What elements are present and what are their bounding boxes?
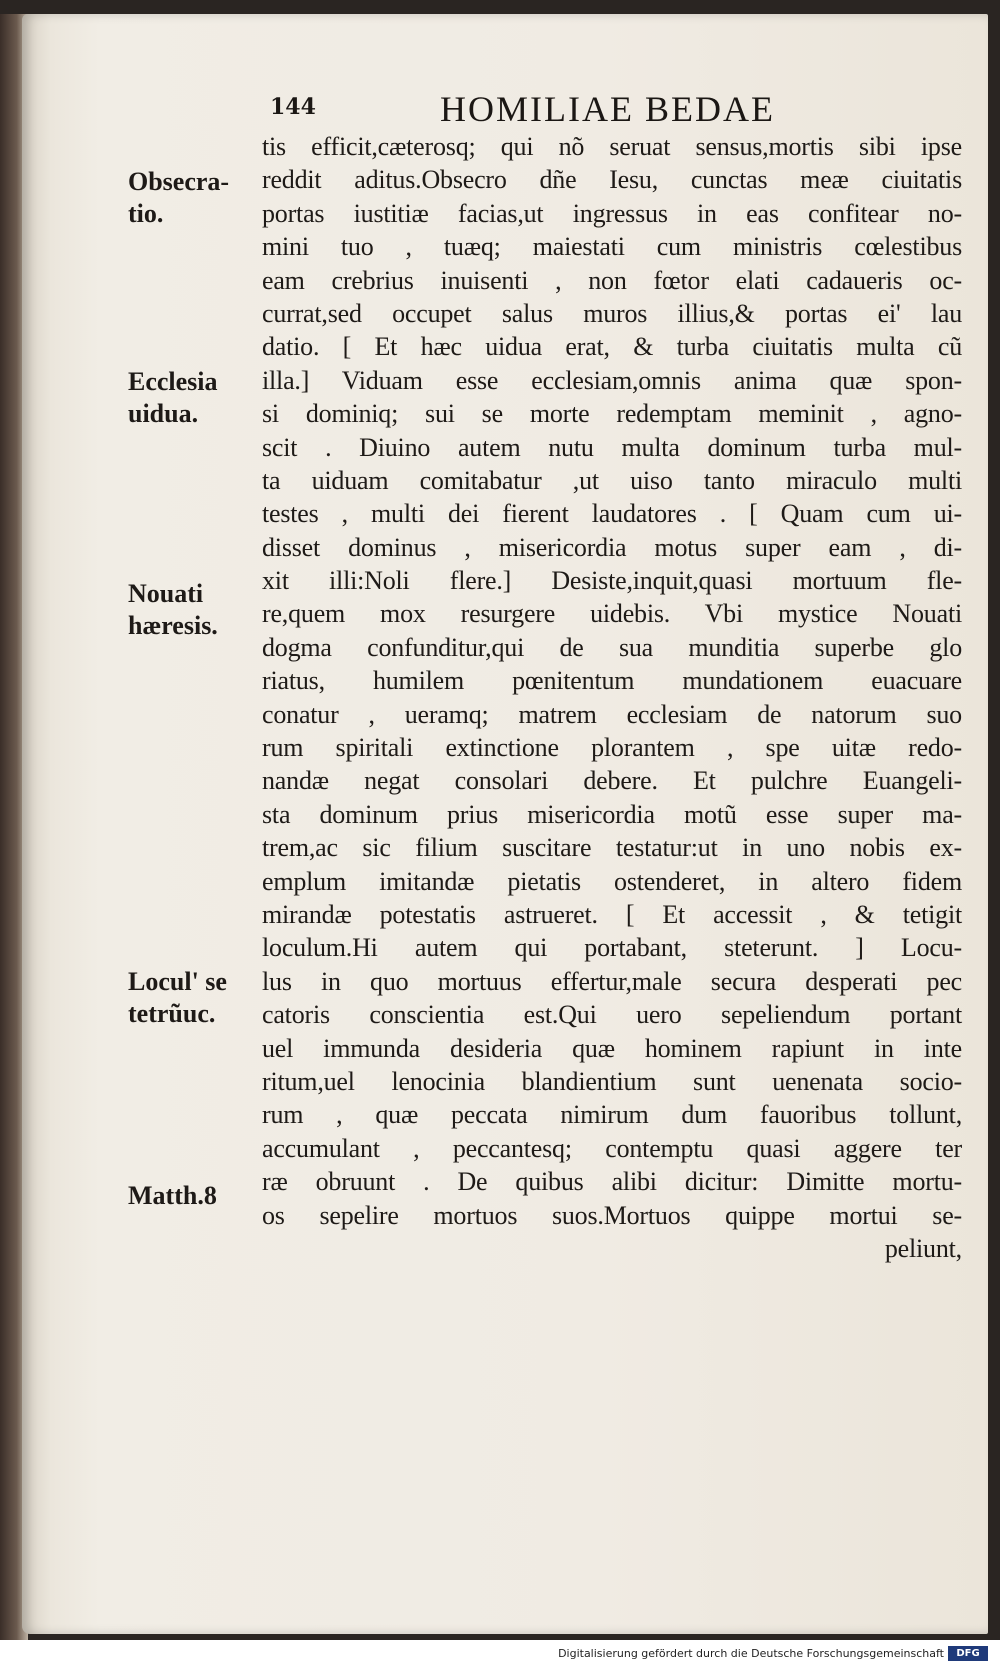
text-line: catoris conscientia est.Qui uero sepeliendum portant <box>262 1000 962 1030</box>
margin-note-loculus: Locul' se tetrũuc. <box>128 967 227 1028</box>
text-line: si dominiq; sui se morte redemptam meminit , agno- <box>262 399 962 429</box>
text-line: os sepelire mortuos suos.Mortuos quippe mortui se- <box>262 1200 962 1230</box>
text-line: reddit aditus.Obsecro dñe Iesu, cunctas meæ ciuitatis <box>262 165 962 195</box>
text-line: re,quem mox resurgere uidebis. Vbi mystice Nouati <box>262 599 962 629</box>
running-head: HOMILIAE BEDAE <box>440 89 775 129</box>
text-line: ræ obruunt . De quibus alibi dicitur: Dimitte mortu- <box>262 1167 962 1197</box>
text-line: nandæ negat consolari debere. Et pulchre Euangeli- <box>262 766 962 796</box>
text-line: illa.] Viduam esse ecclesiam,omnis anima quæ spon- <box>262 365 962 395</box>
text-line: tis efficit,cæterosq; qui nõ seruat sensus,mortis sibi ipse <box>262 132 962 161</box>
digitization-credit-bar <box>0 1640 1000 1668</box>
text-line: sta dominum prius misericordia motũ esse super ma- <box>262 799 962 829</box>
text-line: accumulant , peccantesq; contemptu quasi aggere ter <box>262 1133 962 1163</box>
text-line: loculum.Hi autem qui portabant, steterunt. ] Locu- <box>262 933 962 963</box>
text-line: emplum imitandæ pietatis ostenderet, in altero fidem <box>262 866 962 896</box>
text-line: ritum,uel lenocinia blandientium sunt uenenata socio- <box>262 1066 962 1096</box>
text-line: scit . Diuino autem nutu multa dominum turba mul- <box>262 432 962 462</box>
text-line: ta uiduam comitabatur ,ut uiso tanto miraculo multi <box>262 465 962 495</box>
text-line: xit illi:Noli flere.] Desiste,inquit,quasi mortuum fle- <box>262 566 962 596</box>
text-line: conatur , ueramq; matrem ecclesiam de natorum suo <box>262 699 962 729</box>
text-line: eam crebrius inuisenti , non fœtor elati cadaueris oc- <box>262 265 962 295</box>
margin-note-obsecratio: Obsecra- tio. <box>128 167 230 228</box>
text-line: rum , quæ peccata nimirum dum fauoribus tollunt, <box>262 1100 962 1130</box>
text-line: currat,sed occupet salus muros illius,& portas ei' lau <box>262 298 962 328</box>
margin-note-ecclesia: Ecclesia uidua. <box>128 367 218 428</box>
text-line: uel immunda desideria quæ hominem rapiunt in inte <box>262 1033 962 1063</box>
text-line: testes , multi dei fierent laudatores . [ Quam cum ui- <box>262 499 962 529</box>
text-line: peliunt, <box>884 1233 962 1263</box>
text-line: datio. [ Et hæc uidua erat, & turba ciuitatis multa cũ <box>262 332 962 362</box>
text-line: portas iustitiæ facias,ut ingressus in eas confitear no- <box>262 198 962 228</box>
text-line: trem,ac sic filium suscitare testatur:ut in uno nobis ex- <box>262 833 962 863</box>
text-line: dogma confunditur,qui de sua munditia superbe glo <box>262 632 962 662</box>
dfg-logo: DFG <box>948 1646 988 1661</box>
text-line: riatus, humilem pœnitentum mundationem euacuare <box>262 666 962 696</box>
text-line: rum spiritali extinctione plorantem , spe uitæ redo- <box>262 733 962 763</box>
margin-note-matth: Matth.8 <box>128 1181 217 1210</box>
folio-number: 144 <box>270 94 316 120</box>
main-text <box>262 130 962 1265</box>
text-line: mini tuo , tuæq; maiestati cum ministris cœlestibus <box>262 232 962 262</box>
text-line: disset dominus , misericordia motus super eam , di- <box>262 532 962 562</box>
text-line: mirandæ potestatis astrueret. [ Et accessit , & tetigit <box>262 899 962 929</box>
credit-text: Digitalisierung gefördert durch die Deutsche Forschungsgemeinschaft <box>558 1647 944 1660</box>
text-line: lus in quo mortuus effertur,male secura desperati pec <box>262 966 962 996</box>
page-header <box>260 88 940 128</box>
margin-note-nouati: Nouati hæresis. <box>128 579 218 640</box>
